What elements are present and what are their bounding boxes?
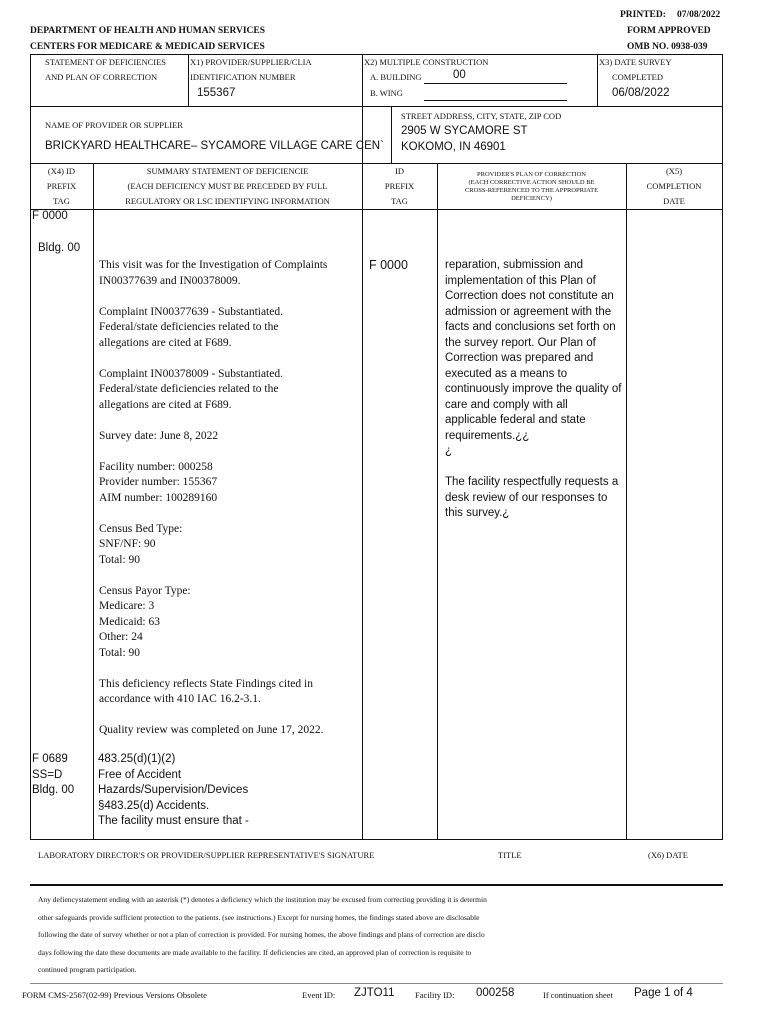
signature-bottom-border <box>30 884 723 886</box>
printed-date: 07/08/2022 <box>677 10 721 20</box>
continuation-label: If continuation sheet <box>543 990 613 1000</box>
id-label-2: PREFIX <box>384 181 415 191</box>
address-line-1: 2905 W SYCAMORE ST <box>401 125 528 137</box>
footnote-text: Any defiencystatement ending with an asterisk (*) denotes a deficiency which the institution may be excused from correcting providing it is determin other safeguards provide sufficient protection to the patients. (see instructions.) Except for nursing homes, the findings stated above are disclosable following the date of survey whether or not a plan of correction is provided. For nursing homes, the above findings and plans of correction are disclo days following the date these documents are made available to the facility. If deficiencies are cited, an approved plan of correction is requisite to continued program participation. <box>38 895 487 974</box>
x5-label-1: (X5) <box>665 166 683 176</box>
box-left-border <box>30 54 31 106</box>
summary-text-f0689: 483.25(d)(1)(2) Free of Accident Hazards/Supervision/Devices §483.25(d) Accidents. The facility must ensure that - <box>98 753 249 827</box>
x3-label-1: X3) DATE SURVEY <box>599 57 672 67</box>
id-label-1: ID <box>395 166 404 176</box>
tag-f0689: F 0689 SS=D Bldg. 00 <box>32 753 75 796</box>
page-number: Page 1 of 4 <box>634 987 693 999</box>
id-tag-f0000: F 0000 <box>369 258 408 272</box>
footer-rule <box>30 983 723 984</box>
facility-id-label: Facility ID: <box>415 990 455 1000</box>
form-id: FORM CMS-2567(02-99) Previous Versions Obsolete <box>22 990 207 1000</box>
event-id-value: ZJTO11 <box>354 987 395 999</box>
signature-date-label: (X6) DATE <box>648 850 688 860</box>
title-label: TITLE <box>498 850 522 860</box>
building-underline <box>424 83 567 84</box>
row2-right-border <box>722 106 723 164</box>
row2-bottom-border <box>30 163 723 164</box>
x4-label-2: PREFIX <box>46 181 77 191</box>
table-right-border <box>722 163 723 840</box>
wing-underline <box>424 100 567 101</box>
summary-text-f0000: This visit was for the Investigation of Complaints IN00377639 and IN00378009. Complaint IN00377639 - Substantiated. Federal/state deficiencies related to the allegations are cited at F689. Complaint IN00378009 - Substantiated. Federal/state deficiencies related to the allegations are cited at F689. Survey date: June 8, 2022 Facility number: 000258 Provider number: 155367 AIM number: 100289160 Census Bed Type: SNF/NF: 90 Total: 90 Census Payor Type: Medicare: 3 Medicaid: 63 Other: 24 Total: 90 This deficiency reflects State Findings cited in accordance with 410 IAC 16.2-3.1. Quality review was completed on June 17, 2022. <box>99 259 328 736</box>
plan-label-3: CROSS-REFERENCED TO THE APPROPRIATE <box>464 187 599 194</box>
bldg-00: Bldg. 00 <box>38 242 81 254</box>
divider-x1 <box>188 54 189 106</box>
top-box-border <box>30 54 723 55</box>
centers-title: CENTERS FOR MEDICARE & MEDICAID SERVICES <box>30 42 265 52</box>
signature-label: LABORATORY DIRECTOR'S OR PROVIDER/SUPPLIER REPRESENTATIVE'S SIGNATURE <box>38 850 375 860</box>
col-divider-summary <box>362 163 363 840</box>
col-divider-id <box>437 163 438 840</box>
x5-label-2: COMPLETION <box>646 181 702 191</box>
x4-label-3: TAG <box>53 196 70 206</box>
provider-id-value: 155367 <box>197 87 236 99</box>
summary-label-1: SUMMARY STATEMENT OF DEFICIENCIE <box>146 166 309 176</box>
tag-f0000: F 0000 <box>32 210 68 222</box>
x1-label-1: X1) PROVIDER/SUPPLIER/CLIA <box>190 57 312 67</box>
divider-x3 <box>597 54 598 106</box>
table-bottom-border <box>30 839 723 840</box>
form-approved: FORM APPROVED <box>627 26 711 36</box>
summary-label-3: REGULATORY OR LSC IDENTIFYING INFORMATION <box>125 196 330 206</box>
x4-label-1: (X4) ID <box>47 166 76 176</box>
x3-label-2: COMPLETED <box>612 72 663 82</box>
box-right-border <box>722 54 723 106</box>
row2-left-border <box>30 106 31 164</box>
wing-label: B. WING <box>370 88 403 98</box>
address-label: STREET ADDRESS, CITY, STATE, ZIP COD <box>401 111 562 121</box>
plan-text-f0000: reparation, submission and implementation of this Plan of Correction does not constitute an admission or agreement with the facts and conclusions set forth on the survey report. Our Plan of Correction was prepared and executed as a means to continuously improve the quality of care and comply with all applicable federal and state requirements.¿¿ ¿ The facility respectfully requests a desk review of our responses to this survey.¿ <box>445 259 622 519</box>
provider-name-label: NAME OF PROVIDER OR SUPPLIER <box>45 120 183 130</box>
plan-label-1: PROVIDER'S PLAN OF CORRECTION <box>477 171 586 178</box>
id-label-3: TAG <box>391 196 408 206</box>
provider-name-value: BRICKYARD HEALTHCARE– SYCAMORE VILLAGE CARE CEN` <box>45 140 384 152</box>
survey-date-value: 06/08/2022 <box>612 87 670 99</box>
statement-label-1: STATEMENT OF DEFICIENCIES <box>45 57 167 67</box>
dept-title: DEPARTMENT OF HEALTH AND HUMAN SERVICES <box>30 26 266 36</box>
x2-title: X2) MULTIPLE CONSTRUCTION <box>364 57 489 67</box>
row1-bottom-border <box>30 106 723 107</box>
table-left-border <box>30 163 31 840</box>
event-id-label: Event ID: <box>302 990 336 1000</box>
col-divider-plan <box>626 163 627 840</box>
facility-id-value: 000258 <box>476 987 515 999</box>
address-line-2: KOKOMO, IN 46901 <box>401 141 506 153</box>
summary-label-2: (EACH DEFICIENCY MUST BE PRECEDED BY FULL <box>127 181 328 191</box>
col-divider-prefix <box>93 163 94 840</box>
statement-label-2: AND PLAN OF CORRECTION <box>45 72 158 82</box>
building-value: 00 <box>453 69 466 81</box>
header-bottom-border <box>30 209 723 210</box>
address-divider <box>391 107 392 164</box>
x5-label-3: DATE <box>663 196 685 206</box>
plan-label-4: DEFICIENCY) <box>511 195 552 202</box>
printed-label: PRINTED: <box>620 10 666 20</box>
plan-label-2: (EACH CORRECTIVE ACTION SHOULD BE <box>468 179 595 186</box>
building-label: A. BUILDING <box>370 72 422 82</box>
omb-number: OMB NO. 0938-039 <box>627 42 708 52</box>
x1-label-2: IDENTIFICATION NUMBER <box>190 72 296 82</box>
